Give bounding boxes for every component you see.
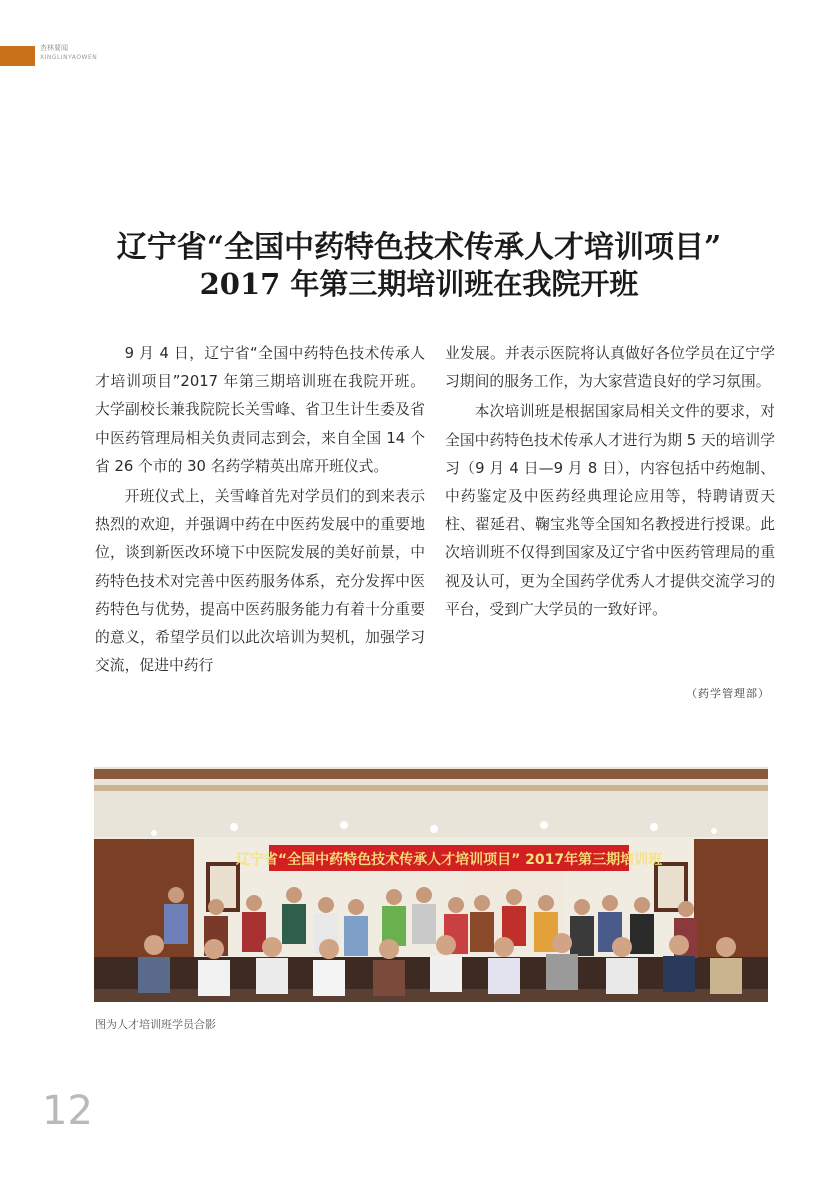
article-title-line2: 2017 年第三期培训班在我院开班: [199, 267, 639, 301]
photo-banner-text: 辽宁省“全国中药特色技术传承人才培训项目” 2017年第三期培训班: [235, 852, 663, 868]
section-color-bar: [0, 46, 35, 66]
article-column-right: [445, 340, 775, 626]
article-title-line1: 辽宁省“全国中药特色技术传承人才培训项目”: [116, 230, 722, 265]
section-name-cn: 杏林要闻: [40, 44, 68, 52]
article-column-left: [95, 340, 425, 682]
page-number: 12: [42, 1088, 93, 1134]
paragraph-1: 9 月 4 日，辽宁省“全国中药特色技术传承人才培训项目”2017 年第三期培训班在我院开班。大学副校长兼我院院长关雪峰、省卫生计生委及省中医药管理局相关负责同志到会，来自全国 14 个省 26 个市的 30 名药学精英出席开班仪式。: [95, 345, 425, 475]
paragraph-2-continued: 业发展。并表示医院将认真做好各位学员在辽宁学习期间的服务工作，为大家营造良好的学习氛围。: [445, 345, 775, 391]
section-header: [40, 45, 97, 61]
group-photo-illustration: [94, 767, 768, 1002]
group-photo: [94, 767, 768, 1002]
photo-caption: 图为人才培训班学员合影: [95, 1018, 216, 1031]
paragraph-3: 本次培训班是根据国家局相关文件的要求，对全国中药特色技术传承人才进行为期 5 天的培训学习（9 月 4 日—9 月 8 日），内容包括中药炮制、中药鉴定及中医药经典理论应用等，特聘请贾天柱、翟延君、鞠宝兆等全国知名教授进行授课。此次培训班不仅得到国家及辽宁省中医药管理局的重视及认可，更为全国药学优秀人才提供交流学习的平台，受到广大学员的一致好评。: [445, 403, 775, 618]
section-name-en: XINGLINYAOWEN: [40, 54, 98, 61]
paragraph-2: 开班仪式上，关雪峰首先对学员们的到来表示热烈的欢迎，并强调中药在中医药发展中的重要地位，谈到新医改环境下中医院发展的美好前景，中药特色技术对完善中医药服务体系，充分发挥中医药特色与优势，提高中医药服务能力有着十分重要的意义，希望学员们以此次培训为契机，加强学习交流，促进中药行: [95, 488, 425, 675]
author-credit: （药学管理部）: [686, 687, 770, 700]
